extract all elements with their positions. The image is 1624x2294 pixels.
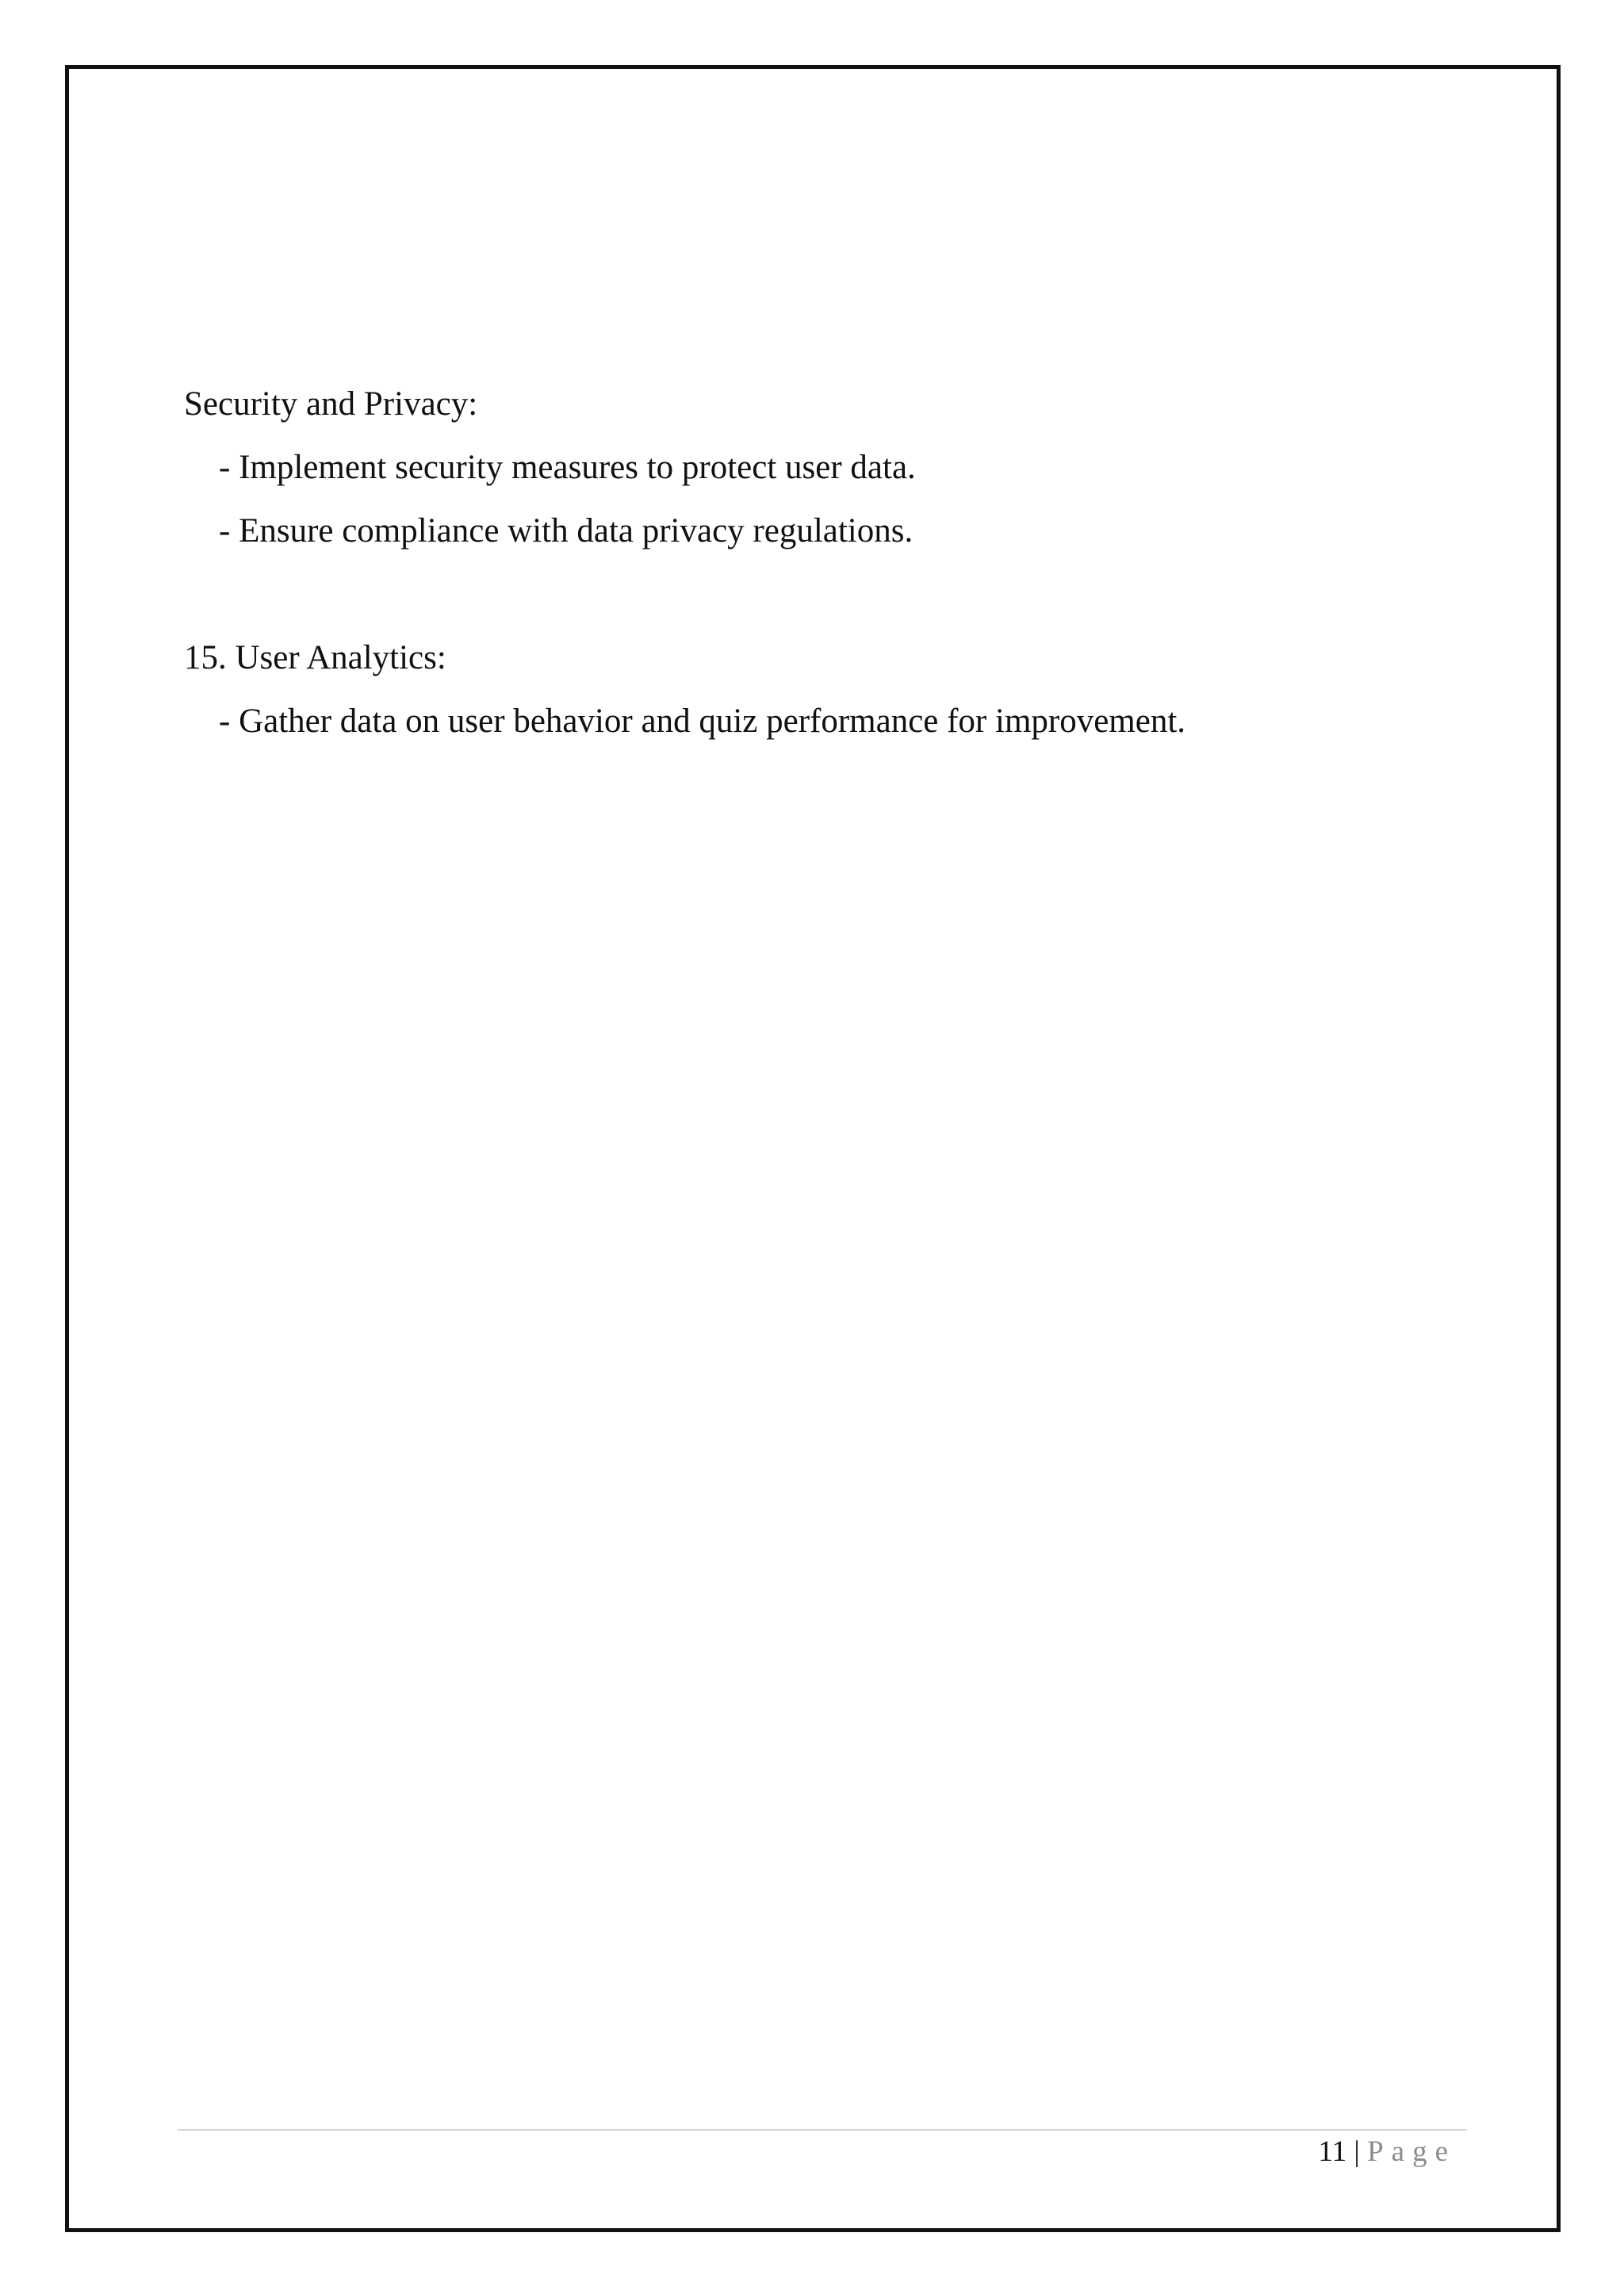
list-item: - Implement security measures to protect user data. [219,449,916,486]
footer-separator: | [1354,2135,1360,2168]
page-footer [1319,2131,1457,2173]
footer-divider [178,2129,1467,2131]
section-user-analytics [184,626,1492,753]
list-item: - Gather data on user behavior and quiz performance for improvement. [219,703,1186,740]
page-number: 11 [1318,2135,1347,2168]
section-security-privacy [184,373,1492,563]
section-heading: Security and Privacy: [184,385,478,423]
document-body [184,373,1492,753]
list-item: - Ensure compliance with data privacy regulations. [219,512,914,550]
section-heading: 15. User Analytics: [184,639,446,676]
page-label: Page [1367,2135,1456,2168]
